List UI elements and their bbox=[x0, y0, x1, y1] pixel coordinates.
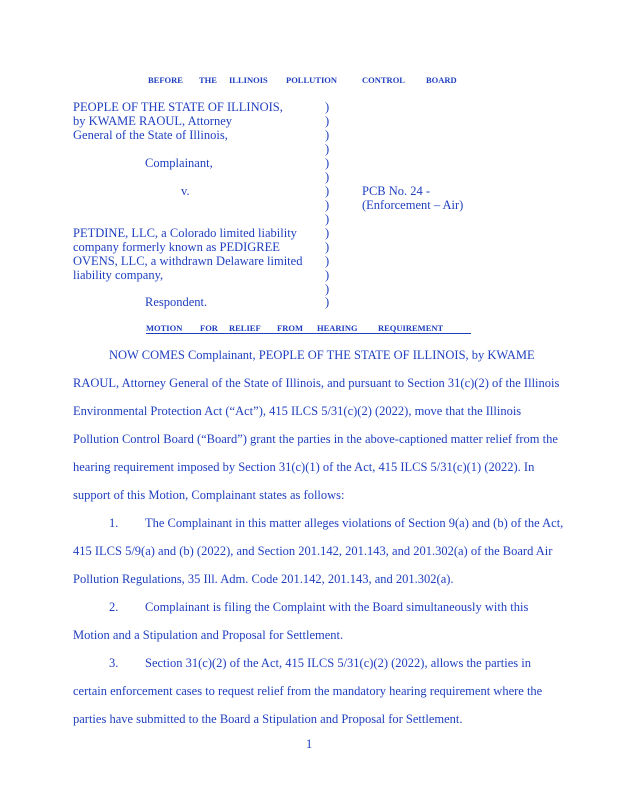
title-word: THE bbox=[199, 75, 217, 85]
caption-paren: ) bbox=[325, 170, 330, 184]
heading-word: FROM bbox=[277, 323, 303, 333]
caption-paren: ) bbox=[325, 212, 330, 226]
caption-paren: ) bbox=[325, 198, 330, 212]
heading-word: FOR bbox=[200, 323, 218, 333]
page-number: 1 bbox=[306, 737, 313, 751]
complainant-name-line: PEOPLE OF THE STATE OF ILLINOIS, bbox=[73, 100, 283, 114]
versus-label: v. bbox=[181, 184, 190, 198]
respondent-name-line: company formerly known as PEDIGREE bbox=[73, 240, 280, 254]
caption-paren: ) bbox=[325, 282, 330, 296]
case-type: (Enforcement – Air) bbox=[362, 198, 464, 212]
paragraph-line: 415 ILCS 5/9(a) and (b) (2022), and Section 201.142, 201.143, and 201.302(a) of the Board Air bbox=[73, 544, 553, 558]
caption-paren: ) bbox=[325, 268, 330, 282]
case-number: PCB No. 24 - bbox=[362, 184, 431, 198]
caption-paren: ) bbox=[325, 114, 330, 128]
paragraph-line: Section 31(c)(2) of the Act, 415 ILCS 5/31(c)(2) (2022), allows the parties in bbox=[145, 656, 532, 670]
intro-line: NOW COMES Complainant, PEOPLE OF THE STATE OF ILLINOIS, by KWAME bbox=[109, 348, 535, 362]
intro-line: Environmental Protection Act (“Act”), 415 ILCS 5/31(c)(2) (2022), move that the Illinois bbox=[73, 404, 522, 418]
complainant-name-line: General of the State of Illinois, bbox=[73, 128, 228, 142]
caption-paren: ) bbox=[325, 156, 330, 170]
caption-paren: ) bbox=[325, 254, 330, 268]
title-word: CONTROL bbox=[362, 75, 405, 85]
paragraph-line: The Complainant in this matter alleges violations of Section 9(a) and (b) of the Act, bbox=[145, 516, 564, 530]
paragraph-line: Pollution Regulations, 35 Ill. Adm. Code 201.142, 201.143, and 201.302(a). bbox=[73, 572, 454, 586]
title-word: BEFORE bbox=[148, 75, 183, 85]
caption-paren: ) bbox=[325, 226, 330, 240]
respondent-name-line: OVENS, LLC, a withdrawn Delaware limited bbox=[73, 254, 303, 268]
heading-word: HEARING bbox=[317, 323, 358, 333]
heading-word: MOTION bbox=[146, 323, 183, 333]
respondent-name-line: PETDINE, LLC, a Colorado limited liability bbox=[73, 226, 297, 240]
respondent-name-line: liability company, bbox=[73, 268, 164, 282]
heading-word: REQUIREMENT bbox=[378, 323, 444, 333]
heading-underline bbox=[146, 333, 471, 334]
complainant-label: Complainant, bbox=[145, 156, 213, 170]
paragraph-line: parties have submitted to the Board a Stipulation and Proposal for Settlement. bbox=[73, 712, 463, 726]
caption-paren: ) bbox=[325, 295, 330, 309]
title-word: BOARD bbox=[426, 75, 457, 85]
intro-line: Pollution Control Board (“Board”) grant the parties in the above-captioned matter relief from the bbox=[73, 432, 558, 446]
respondent-label: Respondent. bbox=[145, 295, 208, 309]
paragraph-number: 1. bbox=[109, 516, 119, 530]
paragraph-line: Complainant is filing the Complaint with the Board simultaneously with this bbox=[145, 600, 529, 614]
intro-line: hearing requirement imposed by Section 31(c)(1) of the Act, 415 ILCS 5/31(c)(1) (2022). In bbox=[73, 460, 535, 474]
paragraph-line: Motion and a Stipulation and Proposal for Settlement. bbox=[73, 628, 344, 642]
heading-word: RELIEF bbox=[229, 323, 261, 333]
title-word: ILLINOIS bbox=[229, 75, 268, 85]
intro-line: RAOUL, Attorney General of the State of Illinois, and pursuant to Section 31(c)(2) of the Illinois bbox=[73, 376, 560, 390]
intro-line: support of this Motion, Complainant states as follows: bbox=[73, 488, 345, 502]
complainant-name-line: by KWAME RAOUL, Attorney bbox=[73, 114, 233, 128]
caption-paren: ) bbox=[325, 240, 330, 254]
paragraph-number: 2. bbox=[109, 600, 119, 614]
paragraph-number: 3. bbox=[109, 656, 119, 670]
paragraph-line: certain enforcement cases to request relief from the mandatory hearing requirement where the bbox=[73, 684, 543, 698]
caption-paren: ) bbox=[325, 142, 330, 156]
title-word: POLLUTION bbox=[286, 75, 338, 85]
caption-paren: ) bbox=[325, 128, 330, 142]
caption-paren: ) bbox=[325, 184, 330, 198]
caption-paren: ) bbox=[325, 100, 330, 114]
